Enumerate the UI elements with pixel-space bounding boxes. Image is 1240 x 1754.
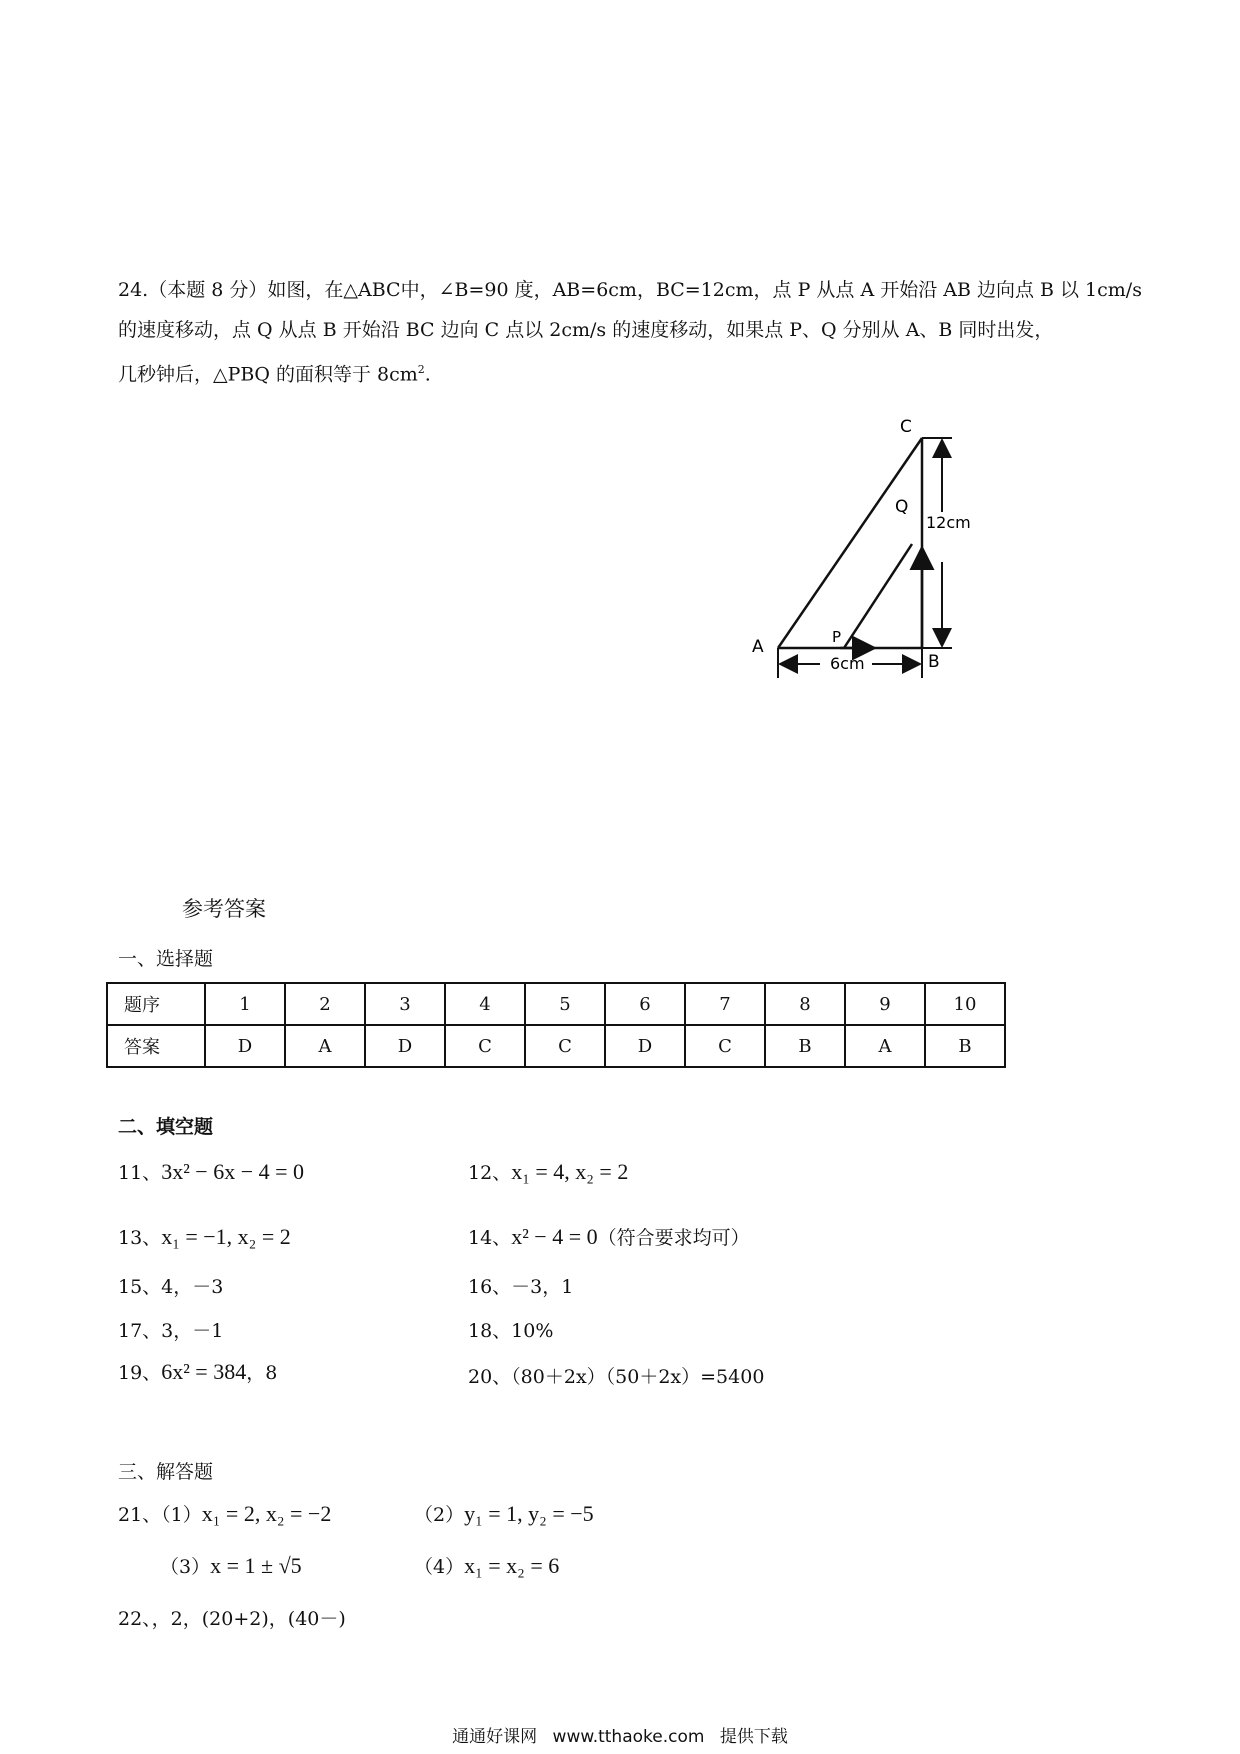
answer-22: 22、，2，(20+2)，(40－) bbox=[118, 1608, 346, 1630]
answer-11 bbox=[118, 1158, 304, 1185]
label-6cm: 6cm bbox=[830, 654, 865, 673]
equation: x₁ = 2, x₂ = −2 bbox=[201, 1501, 332, 1526]
problem-24 bbox=[118, 270, 1142, 394]
equation: x₁ = 4, x₂ = 2 bbox=[511, 1159, 629, 1184]
equation: x₁ = −1, x₂ = 2 bbox=[161, 1224, 291, 1249]
answer-label: 13、 bbox=[118, 1227, 162, 1249]
answers-title: 参考答案 bbox=[182, 897, 266, 921]
answer-19 bbox=[118, 1358, 277, 1385]
answer-13 bbox=[118, 1223, 291, 1250]
problem-line-1: 24.（本题 8 分）如图，在△ABC中，∠B=90 度，AB=6cm，BC=12cm，点 P 从点 A 开始沿 AB 边向点 B 以 1cm/s bbox=[118, 279, 1142, 301]
side-ac bbox=[778, 438, 922, 648]
table-cell: 6 bbox=[605, 983, 685, 1025]
answer-14 bbox=[468, 1223, 750, 1250]
table-row bbox=[107, 1025, 1005, 1067]
answer-table bbox=[106, 982, 1006, 1068]
answer-label: 11、 bbox=[118, 1162, 162, 1184]
segment-pq bbox=[844, 544, 912, 648]
footer-suffix: 提供下载 bbox=[719, 1727, 788, 1747]
problem-line-3-end: . bbox=[424, 363, 431, 386]
answer-label: 19、 bbox=[118, 1362, 162, 1384]
answer-17: 17、3，－1 bbox=[118, 1320, 224, 1342]
answer-21-1 bbox=[118, 1500, 331, 1527]
equation: x₁ = x₂ = 6 bbox=[464, 1553, 560, 1578]
table-cell: D bbox=[205, 1025, 285, 1067]
table-cell: C bbox=[685, 1025, 765, 1067]
label-12cm: 12cm bbox=[926, 513, 971, 532]
answer-15: 15、4，－3 bbox=[118, 1276, 224, 1298]
superscript-2: 2 bbox=[417, 363, 425, 376]
answer-label: 14、 bbox=[468, 1227, 512, 1249]
footer-url[interactable]: www.tthaoke.com bbox=[552, 1727, 705, 1747]
table-cell: 1 bbox=[205, 983, 285, 1025]
section-solve: 三、解答题 bbox=[118, 1461, 214, 1483]
table-cell: 5 bbox=[525, 983, 605, 1025]
label-p: P bbox=[832, 628, 842, 646]
answer-note: （符合要求均可） bbox=[597, 1227, 750, 1249]
table-cell: 10 bbox=[925, 983, 1005, 1025]
table-cell: A bbox=[845, 1025, 925, 1067]
answer-label: （4） bbox=[414, 1556, 465, 1578]
answer-20: 20、（80＋2x）（50＋2x）=5400 bbox=[468, 1366, 765, 1388]
table-cell: 2 bbox=[285, 983, 365, 1025]
table-cell: 3 bbox=[365, 983, 445, 1025]
table-cell: 9 bbox=[845, 983, 925, 1025]
label-b: B bbox=[928, 652, 940, 672]
table-cell: 7 bbox=[685, 983, 765, 1025]
footer-site-name: 通通好课网 bbox=[452, 1727, 538, 1747]
equation: 3x² − 6x − 4 = 0 bbox=[161, 1159, 305, 1184]
answer-label: 21、（1） bbox=[118, 1504, 202, 1526]
answer-18: 18、10% bbox=[468, 1320, 554, 1342]
equation: 6x² = 384 bbox=[161, 1359, 247, 1384]
table-cell: 4 bbox=[445, 983, 525, 1025]
answer-label: （2） bbox=[414, 1504, 465, 1526]
label-c: C bbox=[900, 417, 912, 437]
label-a: A bbox=[752, 637, 764, 657]
table-cell: C bbox=[445, 1025, 525, 1067]
equation: y₁ = 1, y₂ = −5 bbox=[464, 1501, 594, 1526]
table-cell: A bbox=[285, 1025, 365, 1067]
answer-16: 16、－3，1 bbox=[468, 1276, 574, 1298]
equation: x = 1 ± √5 bbox=[210, 1553, 302, 1578]
page-footer bbox=[0, 1722, 1240, 1747]
table-header-cell: 题序 bbox=[107, 983, 205, 1025]
answer-21-2 bbox=[414, 1500, 594, 1527]
table-header-cell: 答案 bbox=[107, 1025, 205, 1067]
answer-label: 12、 bbox=[468, 1162, 512, 1184]
label-q: Q bbox=[895, 497, 909, 517]
answer-12 bbox=[468, 1158, 628, 1185]
table-cell: B bbox=[765, 1025, 845, 1067]
table-cell: B bbox=[925, 1025, 1005, 1067]
answer-label: （3） bbox=[160, 1556, 211, 1578]
equation: x² − 4 = 0 bbox=[511, 1224, 598, 1249]
section-choice: 一、选择题 bbox=[118, 948, 214, 970]
table-cell: C bbox=[525, 1025, 605, 1067]
answer-21-4 bbox=[414, 1552, 559, 1579]
problem-line-2: 的速度移动，点 Q 从点 B 开始沿 BC 边向 C 点以 2cm/s 的速度移动，如果点 P、Q 分别从 A、B 同时出发， bbox=[118, 319, 1054, 341]
problem-line-3 bbox=[118, 350, 1138, 394]
table-row bbox=[107, 983, 1005, 1025]
table-cell: 8 bbox=[765, 983, 845, 1025]
table-cell: D bbox=[365, 1025, 445, 1067]
answer-tail: ，8 bbox=[246, 1362, 278, 1384]
triangle-diagram bbox=[750, 410, 990, 690]
table-cell: D bbox=[605, 1025, 685, 1067]
section-fill: 二、填空题 bbox=[118, 1116, 214, 1138]
problem-line-3-text: 几秒钟后，△PBQ 的面积等于 8cm bbox=[118, 363, 418, 386]
answer-21-3 bbox=[160, 1552, 302, 1579]
